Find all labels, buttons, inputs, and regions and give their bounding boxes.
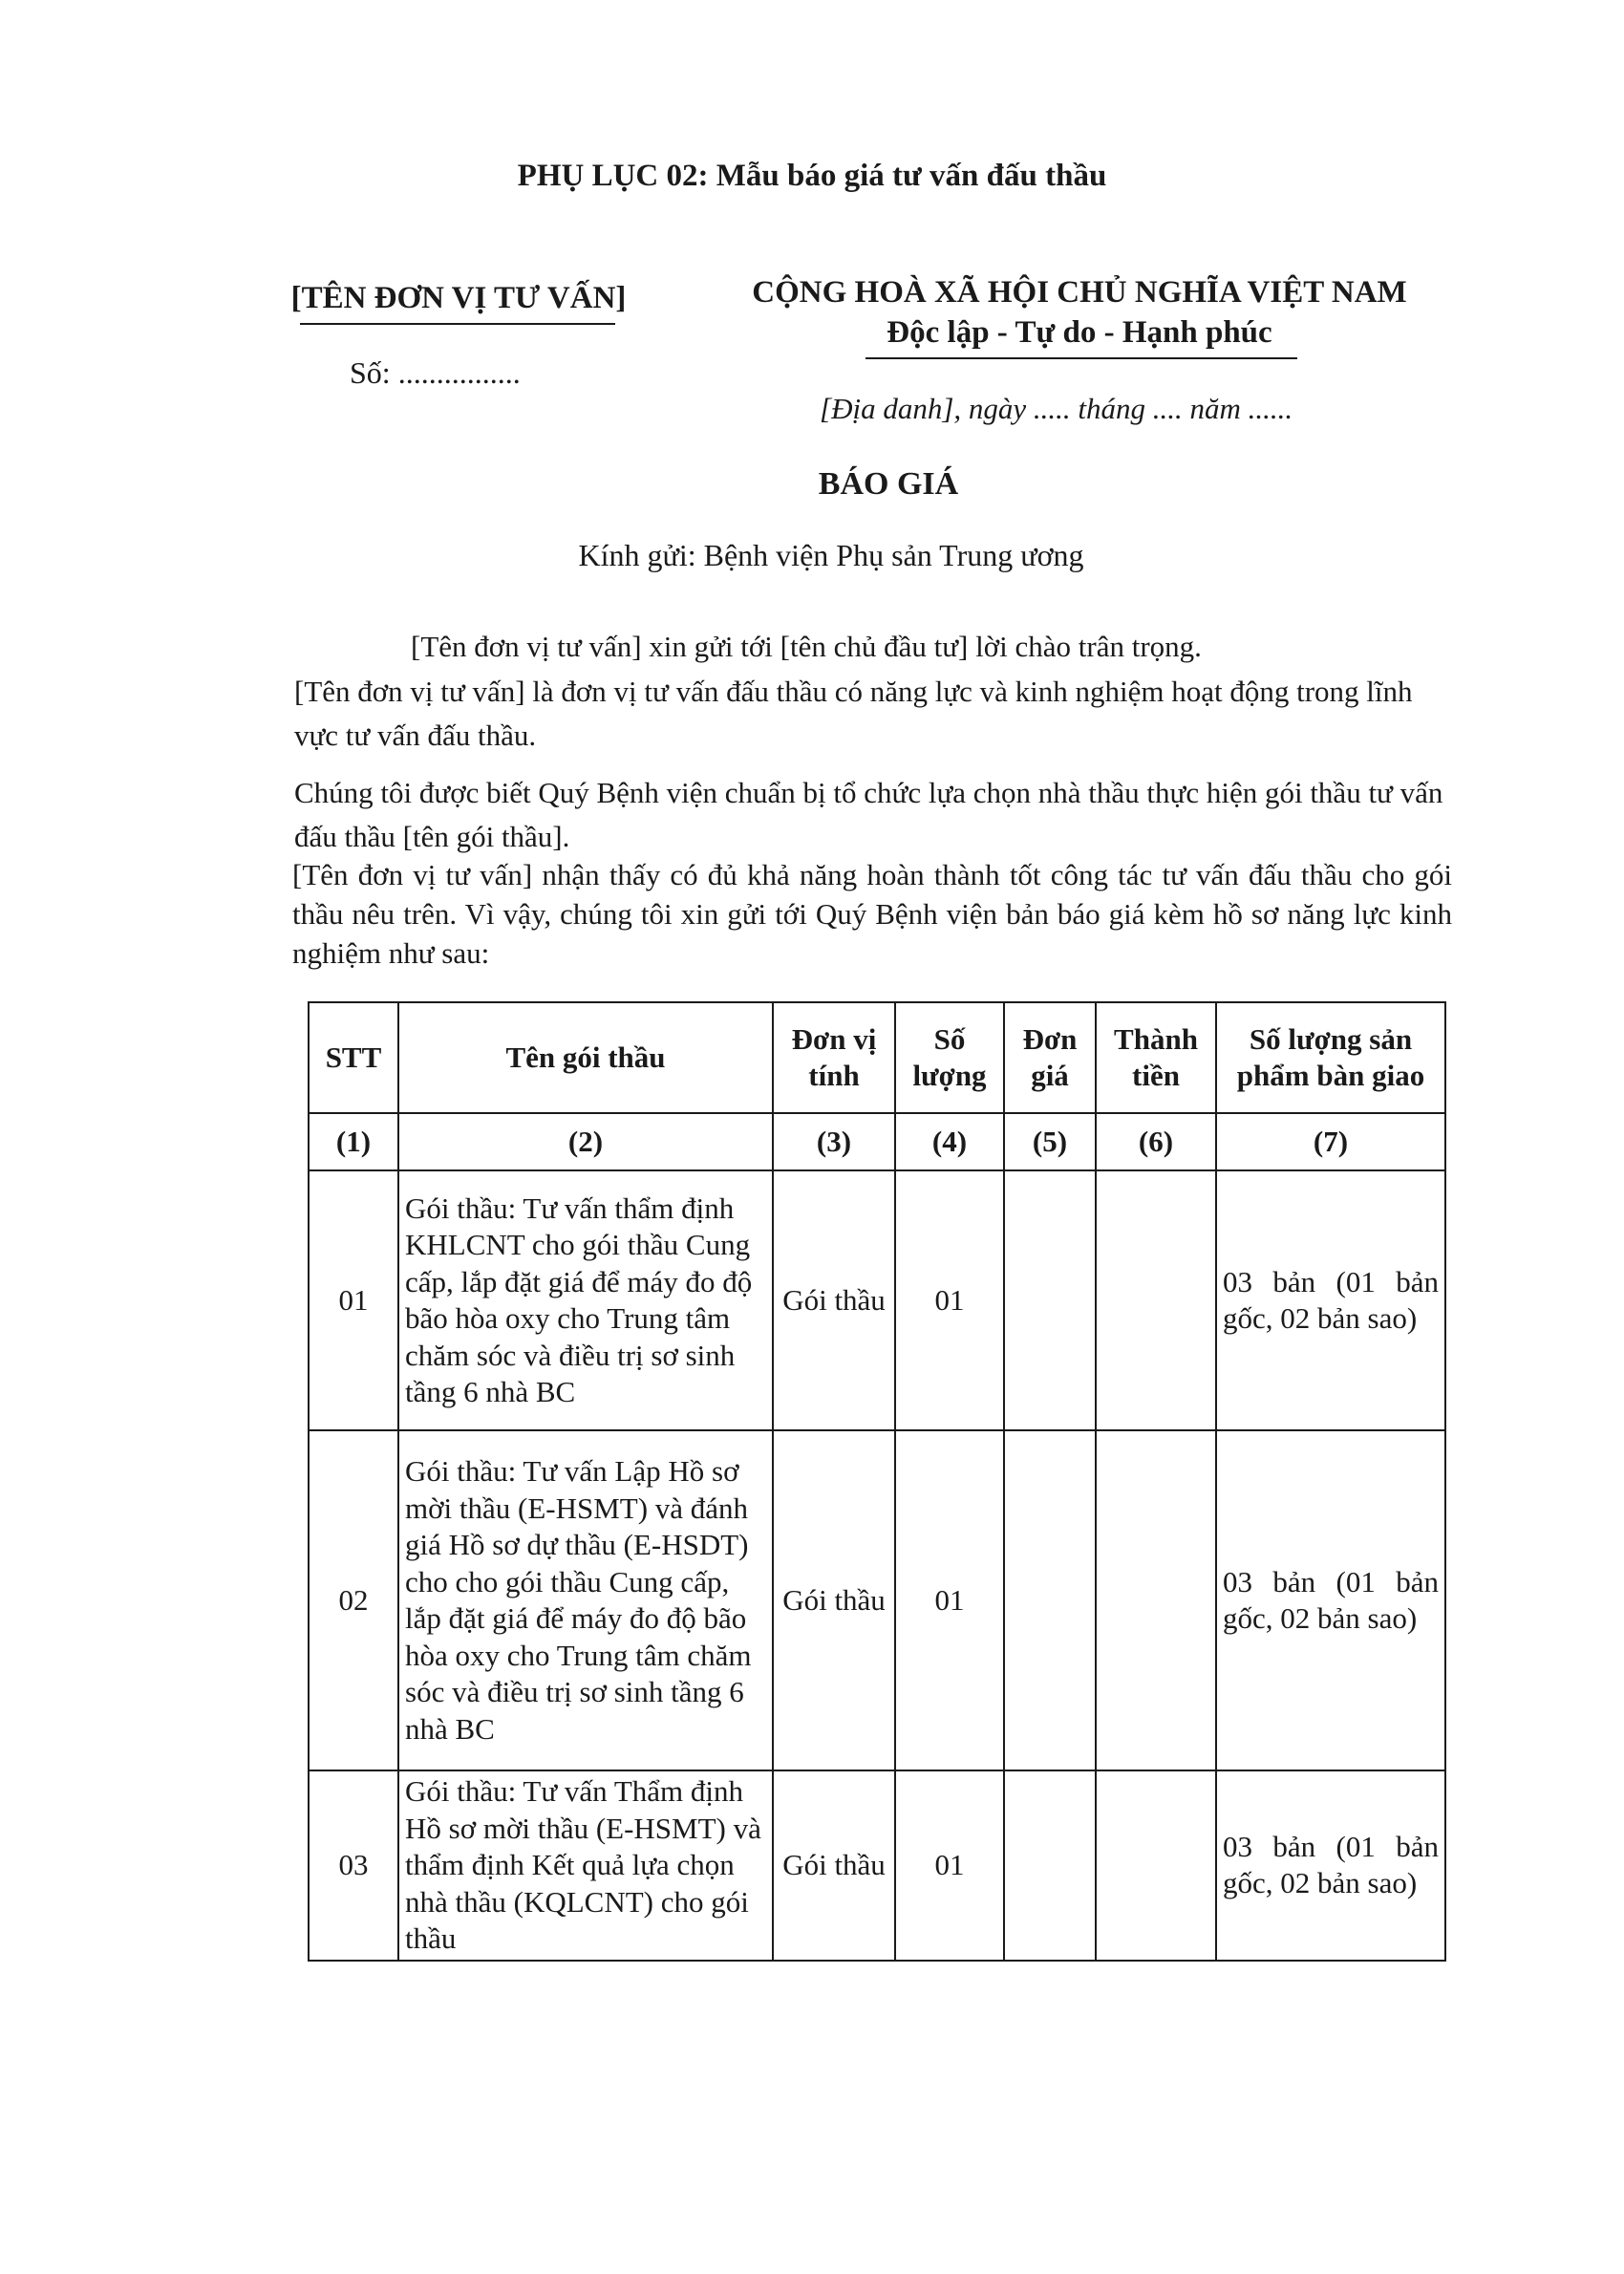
national-motto: Độc lập - Tự do - Hạnh phúc [887,315,1272,350]
place-and-date: [Địa danh], ngày ..... tháng .... năm ...... [820,392,1293,425]
table-row [309,1170,1445,1430]
document-number: Số: ................ [350,355,521,390]
appendix-title: PHỤ LỤC 02: Mẫu báo giá tư vấn đấu thầu [517,159,1107,193]
row-stt: 02 [309,1430,398,1770]
row-unit-price [1004,1770,1096,1961]
document-title: BÁO GIÁ [818,466,959,502]
column-number: (7) [1216,1113,1445,1170]
row-quantity: 01 [895,1170,1004,1430]
header-unit: Đơn vị tính [773,1002,895,1113]
row-amount [1096,1430,1216,1770]
offer-paragraph: [Tên đơn vị tư vấn] nhận thấy có đủ khả năng hoàn thành tốt công tác tư vấn đấu thầu cho gói thầu nêu trên. Vì vậy, chúng tôi xin gửi tới Quý Bệnh viện bản báo giá kèm hồ sơ năng lực kinh nghiệm như sau: [292,858,1452,970]
header-amount: Thành tiền [1096,1002,1216,1113]
row-amount [1096,1770,1216,1961]
awareness-paragraph: Chúng tôi được biết Quý Bệnh viện chuẩn bị tổ chức lựa chọn nhà thầu thực hiện gói thầu tư vấn đấu thầu [tên gói thầu]. [294,776,1443,853]
row-deliverables: 03 bản (01 bản gốc, 02 bản sao) [1216,1770,1445,1961]
row-quantity: 01 [895,1770,1004,1961]
header-package-name: Tên gói thầu [398,1002,773,1113]
column-number: (4) [895,1113,1004,1170]
row-unit-price [1004,1430,1096,1770]
column-number: (1) [309,1113,398,1170]
column-number: (3) [773,1113,895,1170]
recipient-line: Kính gửi: Bệnh viện Phụ sản Trung ương [578,538,1084,572]
row-package-name: Gói thầu: Tư vấn thẩm định KHLCNT cho gói thầu Cung cấp, lắp đặt giá để máy đo độ bão hòa oxy cho Trung tâm chăm sóc và điều trị sơ sinh tầng 6 nhà BC [398,1170,773,1430]
table-row [309,1770,1445,1961]
table-row [309,1430,1445,1770]
row-package-name: Gói thầu: Tư vấn Thẩm định Hồ sơ mời thầu (E-HSMT) và thẩm định Kết quả lựa chọn nhà thầu (KQLCNT) cho gói thầu [398,1770,773,1961]
column-number: (2) [398,1113,773,1170]
table-header-row [309,1002,1445,1113]
header-stt: STT [309,1002,398,1113]
row-amount [1096,1170,1216,1430]
consultant-org-name: [TÊN ĐƠN VỊ TƯ VẤN] [290,281,627,315]
row-deliverables: 03 bản (01 bản gốc, 02 bản sao) [1216,1170,1445,1430]
row-deliverables: 03 bản (01 bản gốc, 02 bản sao) [1216,1430,1445,1770]
row-unit-price [1004,1170,1096,1430]
header-deliverables: Số lượng sản phẩm bàn giao [1216,1002,1445,1113]
row-unit: Gói thầu [773,1170,895,1430]
column-number: (5) [1004,1113,1096,1170]
row-quantity: 01 [895,1430,1004,1770]
header-quantity: Số lượng [895,1002,1004,1113]
row-stt: 01 [309,1170,398,1430]
greeting-paragraph: [Tên đơn vị tư vấn] xin gửi tới [tên chủ đầu tư] lời chào trân trọng. [411,630,1202,663]
capability-paragraph: [Tên đơn vị tư vấn] là đơn vị tư vấn đấu thầu có năng lực và kinh nghiệm hoạt động trong lĩnh vực tư vấn đấu thầu. [294,675,1413,752]
row-stt: 03 [309,1770,398,1961]
row-unit: Gói thầu [773,1770,895,1961]
national-title: CỘNG HOÀ XÃ HỘI CHỦ NGHĨA VIỆT NAM [752,275,1407,310]
row-unit: Gói thầu [773,1430,895,1770]
column-number-row [309,1113,1445,1170]
header-unit-price: Đơn giá [1004,1002,1096,1113]
column-number: (6) [1096,1113,1216,1170]
quotation-table [308,1001,1446,1962]
org-name-underline [300,323,615,325]
motto-underline [865,357,1297,359]
row-package-name: Gói thầu: Tư vấn Lập Hồ sơ mời thầu (E-HSMT) và đánh giá Hồ sơ dự thầu (E-HSDT) cho cho gói thầu Cung cấp, lắp đặt giá để máy đo độ bão hòa oxy cho Trung tâm chăm sóc và điều trị sơ sinh tầng 6 nhà BC [398,1430,773,1770]
